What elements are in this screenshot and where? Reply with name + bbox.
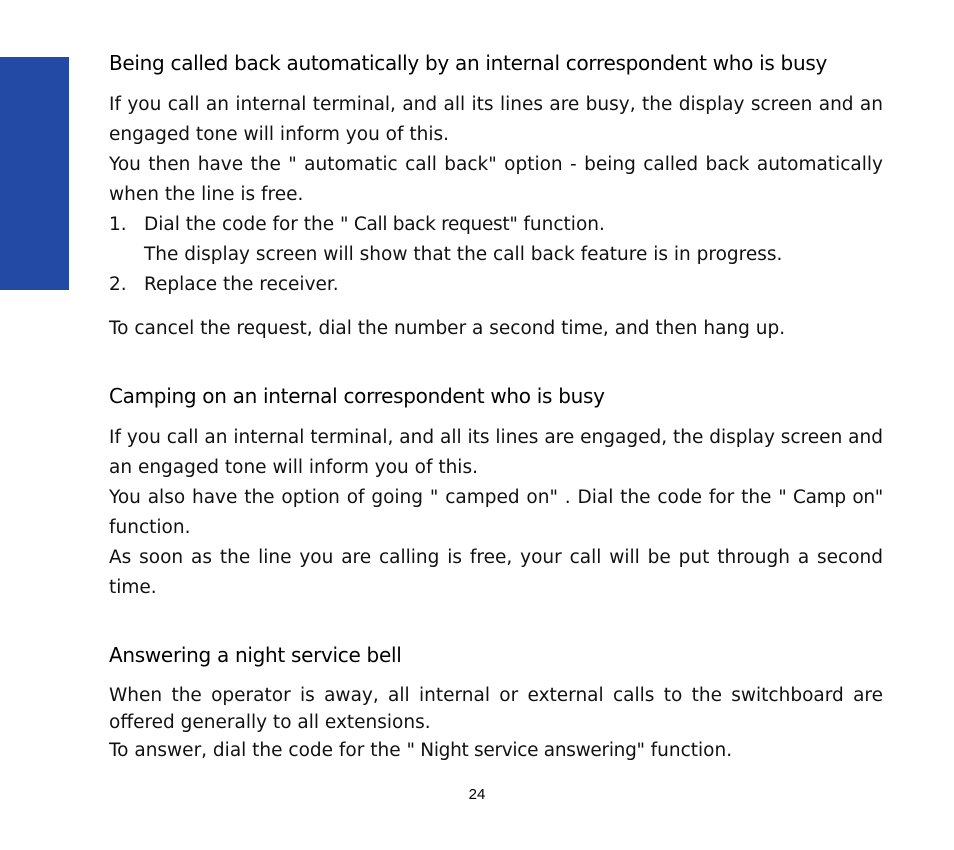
paragraph: To cancel the request, dial the number a second time, and then hang up. (109, 318, 786, 339)
text-run: function. (109, 517, 191, 538)
paragraph (109, 736, 883, 766)
list-text (144, 210, 605, 240)
paragraph: You then have the " automatic call back" option - being called back automatically when the line is free. (109, 154, 883, 205)
page-number: 24 (468, 786, 486, 803)
text-run: To answer, dial the code for the (109, 740, 407, 761)
section-heading-callback: Being called back automatically by an internal correspondent who is busy (109, 51, 827, 75)
section-heading-night-service: Answering a night service bell (109, 643, 402, 667)
list-number: 1. (109, 214, 127, 235)
list-note: The display screen will show that the call back feature is in progress. (144, 244, 783, 265)
page-content (109, 46, 883, 766)
list-text: Replace the receiver. (144, 274, 339, 295)
section-heading-camp-on: Camping on an internal correspondent who is busy (109, 384, 605, 408)
list-item (109, 270, 883, 300)
section-side-tab (0, 57, 69, 290)
text-run: Dial the code for the (144, 214, 341, 235)
paragraph: If you call an internal terminal, and all its lines are busy, the display screen and an engaged tone will inform you of this. (109, 94, 883, 145)
list-item (109, 210, 883, 240)
function-name: " Camp on" (778, 487, 883, 508)
paragraph (109, 483, 883, 543)
text-run: function. (517, 214, 605, 235)
paragraph: As soon as the line you are calling is free, your call will be put through a second time. (109, 547, 883, 598)
paragraph: If you call an internal terminal, and all its lines are engaged, the display screen and an engaged tone will inform you of this. (109, 427, 883, 478)
function-name: " Night service answering" (406, 740, 645, 761)
text-run: function. (644, 740, 733, 761)
text-run: You also have the option of going " camped on" . Dial the code for the (109, 487, 779, 508)
function-name: " Call back request" (340, 214, 518, 235)
paragraph: When the operator is away, all internal or external calls to the switchboard are offered generally to all extensions. (109, 685, 883, 733)
list-number: 2. (109, 274, 127, 295)
